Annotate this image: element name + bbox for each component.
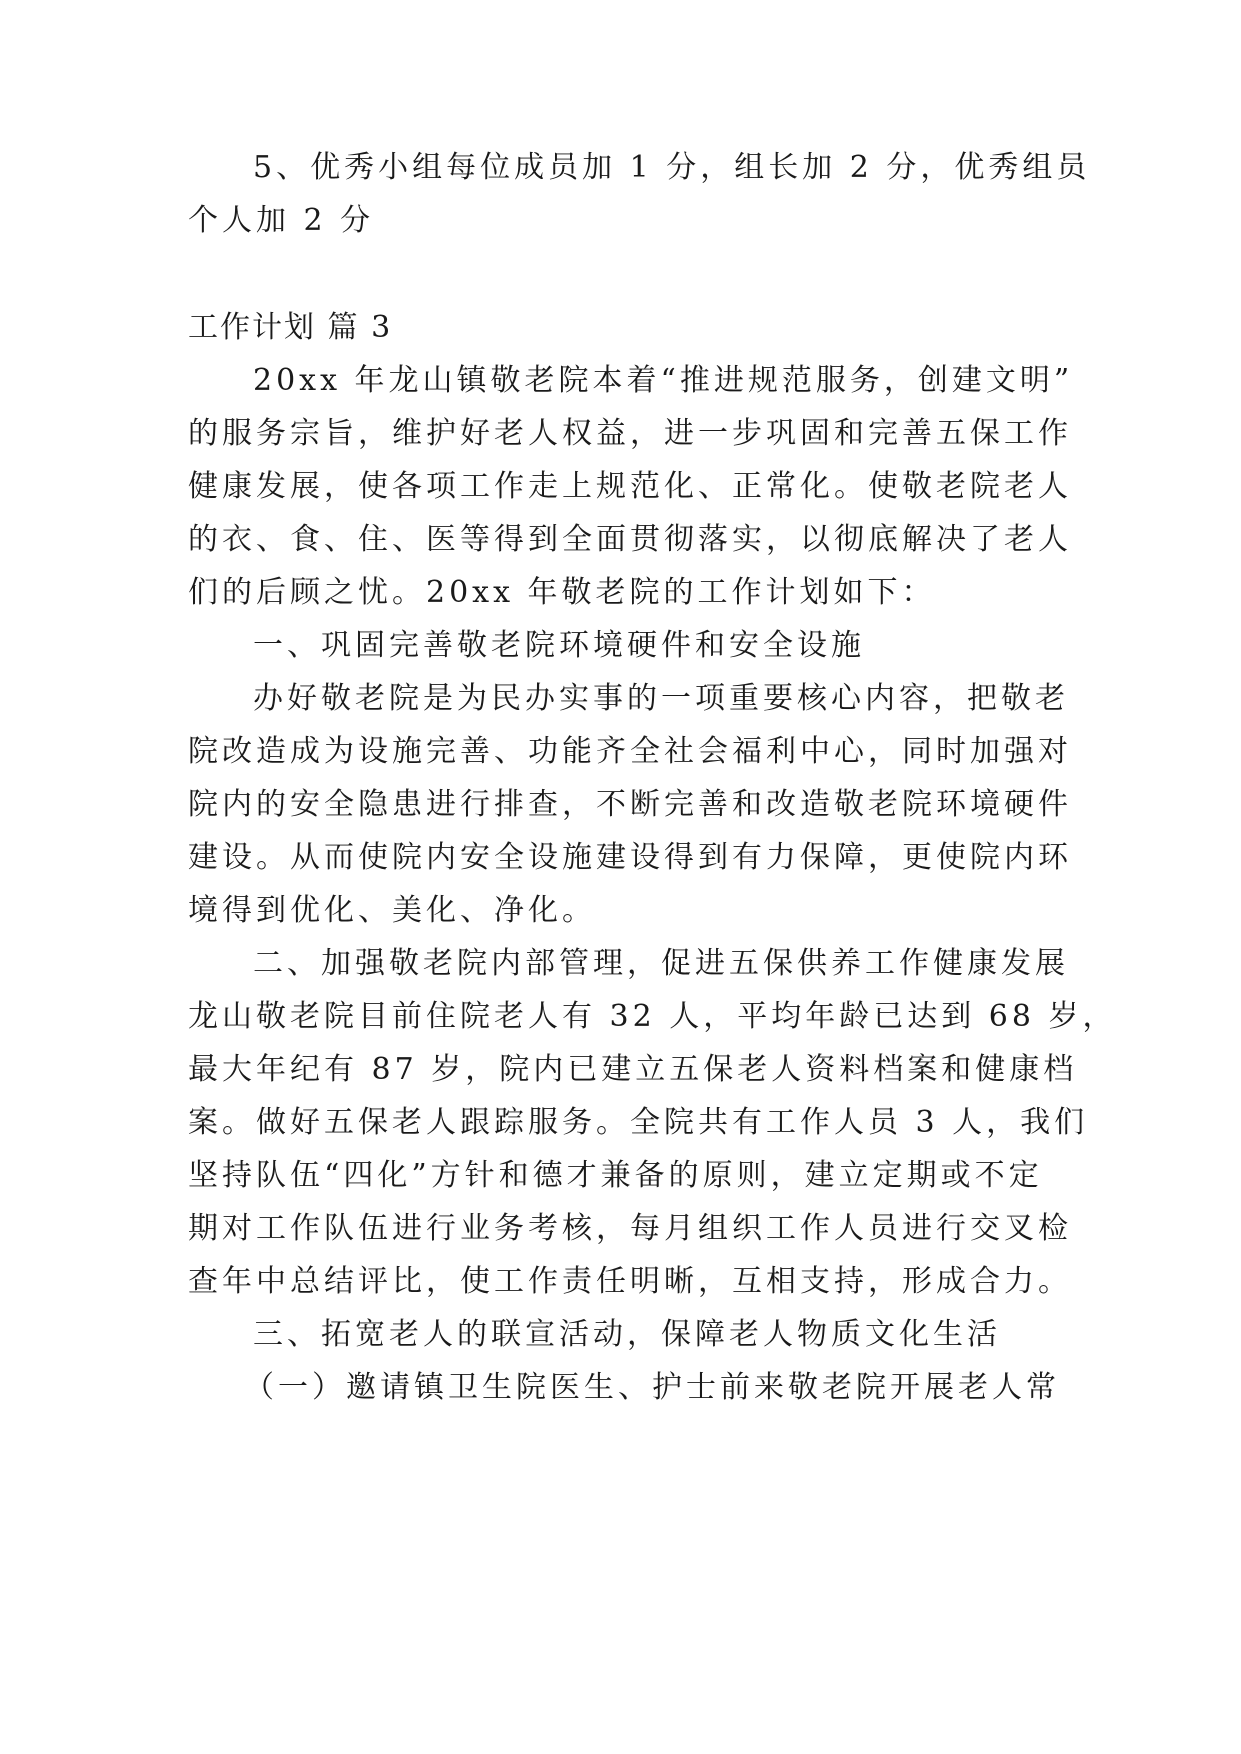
text-line: 院改造成为设施完善、功能齐全社会福利中心，同时加强对 xyxy=(188,734,1072,769)
text-line: 的服务宗旨，维护好老人权益，进一步巩固和完善五保工作 xyxy=(188,416,1072,451)
text-line: 健康发展，使各项工作走上规范化、正常化。使敬老院老人 xyxy=(188,469,1072,504)
text-line: 龙山敬老院目前住院老人有 32 人，平均年龄已达到 68 岁， xyxy=(188,999,1117,1034)
text-line: 建设。从而使院内安全设施建设得到有力保障，更使院内环 xyxy=(188,840,1072,875)
text-line: 最大年纪有 87 岁，院内已建立五保老人资料档案和健康档 xyxy=(188,1052,1078,1087)
text-line: 办好敬老院是为民办实事的一项重要核心内容，把敬老 xyxy=(253,681,1069,716)
heading-2: 二、加强敬老院内部管理，促进五保供养工作健康发展 xyxy=(253,946,1069,981)
heading-3: 三、拓宽老人的联宣活动，保障老人物质文化生活 xyxy=(253,1317,1001,1352)
text-line: 的衣、食、住、医等得到全面贯彻落实，以彻底解决了老人 xyxy=(188,522,1072,557)
text-line: 5、优秀小组每位成员加 1 分，组长加 2 分，优秀组员 xyxy=(253,150,1091,185)
text-line: 们的后顾之忧。20xx 年敬老院的工作计划如下： xyxy=(188,575,936,610)
text-line: 查年中总结评比，使工作责任明晰，互相支持，形成合力。 xyxy=(188,1264,1072,1299)
heading-1: 一、巩固完善敬老院环境硬件和安全设施 xyxy=(253,628,865,663)
subheading-1: （一）邀请镇卫生院医生、护士前来敬老院开展老人常 xyxy=(244,1370,1060,1405)
text-line: 期对工作队伍进行业务考核，每月组织工作人员进行交叉检 xyxy=(188,1211,1072,1246)
text-line: 坚持队伍“四化”方针和德才兼备的原则，建立定期或不定 xyxy=(188,1158,1043,1193)
text-line: 20xx 年龙山镇敬老院本着“推进规范服务，创建文明” xyxy=(253,363,1074,398)
text-line: 案。做好五保老人跟踪服务。全院共有工作人员 3 人，我们 xyxy=(188,1105,1089,1140)
section-title: 工作计划 篇 3 xyxy=(188,310,393,345)
text-line: 境得到优化、美化、净化。 xyxy=(188,893,596,928)
text-line: 个人加 2 分 xyxy=(188,203,375,238)
text-line: 院内的安全隐患进行排查，不断完善和改造敬老院环境硬件 xyxy=(188,787,1072,822)
